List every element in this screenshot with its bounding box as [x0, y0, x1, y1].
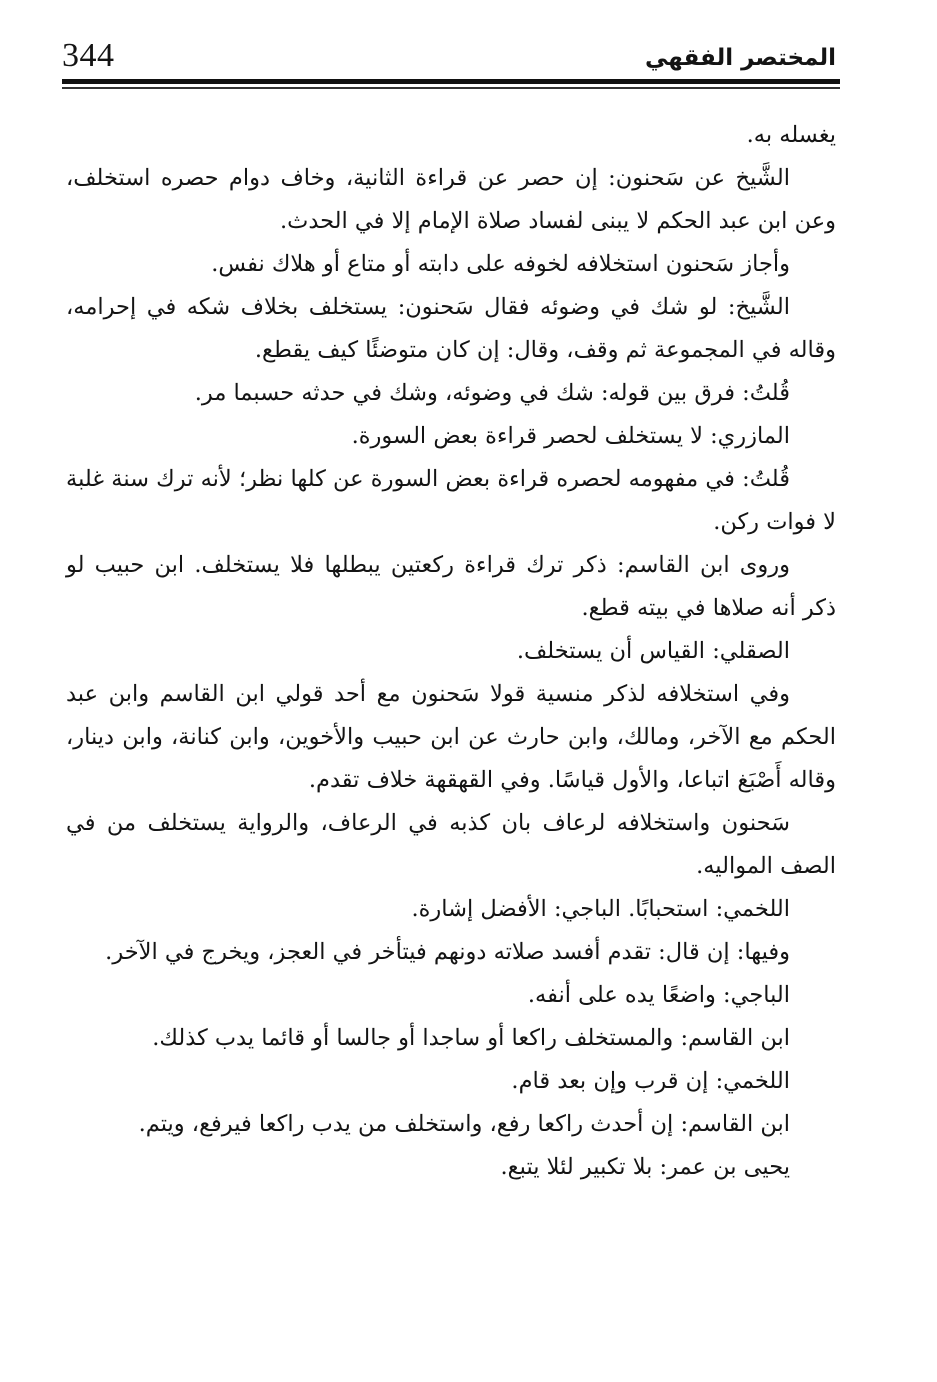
paragraph: ابن القاسم: والمستخلف راكعا أو ساجدا أو جالسا أو قائما يدب كذلك.	[152, 1025, 790, 1051]
paragraph: الشَّيخ عن سَحنون: إن حصر عن قراءة الثانية، وخاف دوام حصره استخلف، وعن ابن عبد الحكم لا يبنى لفساد صلاة الإمام إلا في الحدث.	[66, 165, 836, 234]
paragraph: وأجاز سَحنون استخلافه لخوفه على دابته أو متاع أو هلاك نفس.	[211, 251, 790, 277]
paragraph: الشَّيخ: لو شك في وضوئه فقال سَحنون: يستخلف بخلاف شكه في إحرامه، وقاله في المجموعة ثم وقف، وقال: إن كان متوضئًا كيف يقطع.	[66, 294, 836, 363]
paragraph: وفي استخلافه لذكر منسية قولا سَحنون مع أحد قولي ابن القاسم وابن عبد الحكم مع الآخر، ومالك، وابن حارث عن ابن حبيب والأخوين، وابن كنانة، وابن دينار، وقاله أَصْبَغ اتباعا، والأول قياسًا. وفي القهقهة خلاف تقدم.	[66, 681, 836, 793]
running-title: المختصر الفقهي	[645, 45, 836, 71]
paragraph: يغسله به.	[746, 122, 836, 148]
header-rule-thick	[62, 79, 840, 84]
header-rule-thin	[62, 87, 840, 89]
paragraph: الباجي: واضعًا يده على أنفه.	[527, 982, 790, 1008]
paragraph: سَحنون واستخلافه لرعاف بان كذبه في الرعاف، والرواية يستخلف من في الصف المواليه.	[66, 810, 836, 879]
paragraph: وفيها: إن قال: تقدم أفسد صلاته دونهم فيتأخر في العجز، ويخرج في الآخر.	[105, 939, 790, 965]
paragraph: ابن القاسم: إن أحدث راكعا رفع، واستخلف من يدب راكعا فيرفع، ويتم.	[138, 1111, 790, 1137]
paragraph: وروى ابن القاسم: ذكر ترك قراءة ركعتين يبطلها فلا يستخلف. ابن حبيب لو ذكر أنه صلاها في بيته قطع.	[66, 552, 836, 621]
paragraph: اللخمي: إن قرب وإن بعد قام.	[511, 1068, 790, 1094]
page-number: 344	[62, 37, 115, 74]
paragraph: يحيى بن عمر: بلا تكبير لئلا يتبع.	[500, 1154, 790, 1180]
body-text	[66, 114, 836, 1189]
paragraph: الصقلي: القياس أن يستخلف.	[516, 638, 790, 664]
paragraph: قُلتُ: في مفهومه لحصره قراءة بعض السورة عن كلها نظر؛ لأنه ترك سنة غلبة لا فوات ركن.	[66, 466, 836, 535]
paragraph: قُلتُ: فرق بين قوله: شك في وضوئه، وشك في حدثه حسبما مر.	[194, 380, 790, 406]
paragraph: اللخمي: استحبابًا. الباجي: الأفضل إشارة.	[411, 896, 790, 922]
paragraph: المازري: لا يستخلف لحصر قراءة بعض السورة.	[351, 423, 790, 449]
